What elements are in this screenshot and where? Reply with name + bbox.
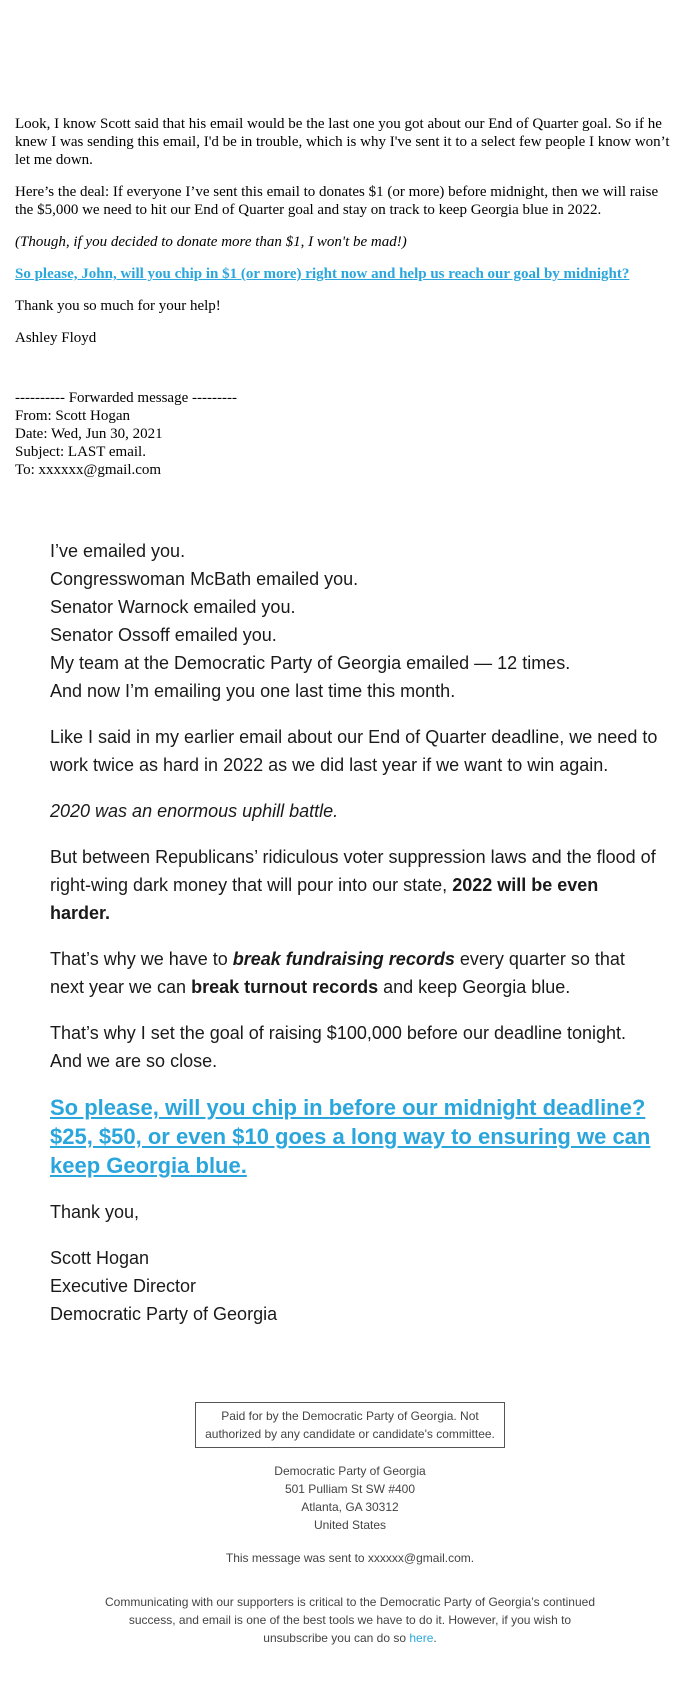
signature-org: Democratic Party of Georgia bbox=[50, 1304, 278, 1324]
uphill-text: 2020 was an enormous uphill battle. bbox=[50, 801, 339, 821]
unsubscribe-text: Communicating with our supporters is critical to the Democratic Party of Georgia’s continued success, and email is one of the best tools we have to do it. However, if you wish to unsubscribe you can do so bbox=[105, 1595, 595, 1645]
email-footer bbox=[0, 1402, 700, 1647]
intro-signature: Ashley Floyd bbox=[15, 330, 97, 346]
suppression-bold: 2022 will be even harder. bbox=[50, 875, 599, 923]
list-item: Congresswoman McBath emailed you. bbox=[50, 569, 359, 589]
intro-cta-wrapper bbox=[15, 265, 680, 283]
list-item: I’ve emailed you. bbox=[50, 541, 186, 561]
intro-paragraph-1: Look, I know Scott said that his email would be the last one you got about our End of Quarter goal. So if he knew I was sending this email, I'd be in trouble, which is why I've sent it to a select few people I know won’t let me down. bbox=[15, 116, 670, 168]
intro-message bbox=[15, 115, 680, 361]
sent-to-prefix: This message was sent to bbox=[225, 1551, 368, 1565]
records-turnout: break turnout records bbox=[191, 977, 379, 997]
forward-divider: ---------- Forwarded message --------- bbox=[15, 390, 237, 406]
intro-paragraph-2: Here’s the deal: If everyone I’ve sent this email to donates $1 (or more) before midnight, then we will raise the $5,000 we need to hit our End of Quarter goal and stay on track to keep Georgia blue in 2022. bbox=[15, 184, 659, 218]
address-line: United States bbox=[313, 1518, 387, 1532]
emailed-list bbox=[50, 537, 660, 705]
sent-to-suffix: . bbox=[470, 1551, 475, 1565]
goal-paragraph bbox=[50, 1019, 660, 1075]
records-text-c: every quarter so that next year we can bbox=[50, 949, 625, 997]
unsubscribe-link[interactable]: here bbox=[409, 1631, 434, 1645]
list-item: Senator Warnock emailed you. bbox=[50, 597, 296, 617]
suppression-paragraph bbox=[50, 843, 660, 927]
intro-thanks: Thank you so much for your help! bbox=[15, 298, 221, 314]
signature-title: Executive Director bbox=[50, 1276, 197, 1296]
forward-to: To: xxxxxx@gmail.com bbox=[15, 462, 162, 478]
recipient-email: xxxxxx@gmail.com bbox=[367, 1551, 471, 1565]
forward-from: From: Scott Hogan bbox=[15, 408, 130, 424]
address-line: Democratic Party of Georgia bbox=[274, 1464, 426, 1478]
forward-date: Date: Wed, Jun 30, 2021 bbox=[15, 426, 163, 442]
list-item: Senator Ossoff emailed you. bbox=[50, 625, 277, 645]
suppression-text: But between Republicans’ ridiculous voter suppression laws and the flood of right-wing dark money that will pour into our state, bbox=[50, 847, 656, 895]
deadline-paragraph: Like I said in my earlier email about our End of Quarter deadline, we need to work twice as hard in 2022 as we did last year if we want to win again. bbox=[50, 727, 658, 775]
uphill-paragraph bbox=[50, 797, 660, 825]
records-paragraph bbox=[50, 945, 660, 1001]
goal-line-1: That’s why I set the goal of raising $100,000 before our deadline tonight. bbox=[50, 1023, 627, 1043]
main-signature bbox=[50, 1244, 660, 1328]
address-line: 501 Pulliam St SW #400 bbox=[284, 1482, 416, 1496]
main-message bbox=[50, 537, 660, 1346]
records-text-a: That’s why we have to bbox=[50, 949, 233, 969]
paid-for-disclaimer: Paid for by the Democratic Party of Georgia. Not authorized by any candidate or candidate's committee. bbox=[195, 1402, 505, 1448]
unsubscribe-notice bbox=[100, 1593, 600, 1647]
signature-name: Scott Hogan bbox=[50, 1248, 150, 1268]
forward-subject: Subject: LAST email. bbox=[15, 444, 146, 460]
forwarded-header bbox=[15, 389, 237, 479]
intro-donate-link[interactable]: So please, John, will you chip in $1 (or more) right now and help us reach our goal by midnight? bbox=[15, 266, 630, 282]
records-fundraising: break fundraising records bbox=[232, 949, 455, 969]
sent-to-notice bbox=[0, 1549, 700, 1567]
intro-paragraph-ps: (Though, if you decided to donate more than $1, I won't be mad!) bbox=[15, 234, 407, 250]
address-line: Atlanta, GA 30312 bbox=[301, 1500, 399, 1514]
records-text-e: and keep Georgia blue. bbox=[378, 977, 571, 997]
list-item: My team at the Democratic Party of Georgia emailed — 12 times. bbox=[50, 653, 571, 673]
main-thanks: Thank you, bbox=[50, 1202, 140, 1222]
mailing-address bbox=[0, 1462, 700, 1534]
list-item: And now I’m emailing you one last time this month. bbox=[50, 681, 456, 701]
main-donate-link[interactable]: So please, will you chip in before our midnight deadline? $25, $50, or even $10 goes a long way to ensuring we can keep Georgia blue. bbox=[50, 1095, 651, 1178]
unsubscribe-end: . bbox=[433, 1631, 437, 1645]
goal-line-2: And we are so close. bbox=[50, 1051, 218, 1071]
